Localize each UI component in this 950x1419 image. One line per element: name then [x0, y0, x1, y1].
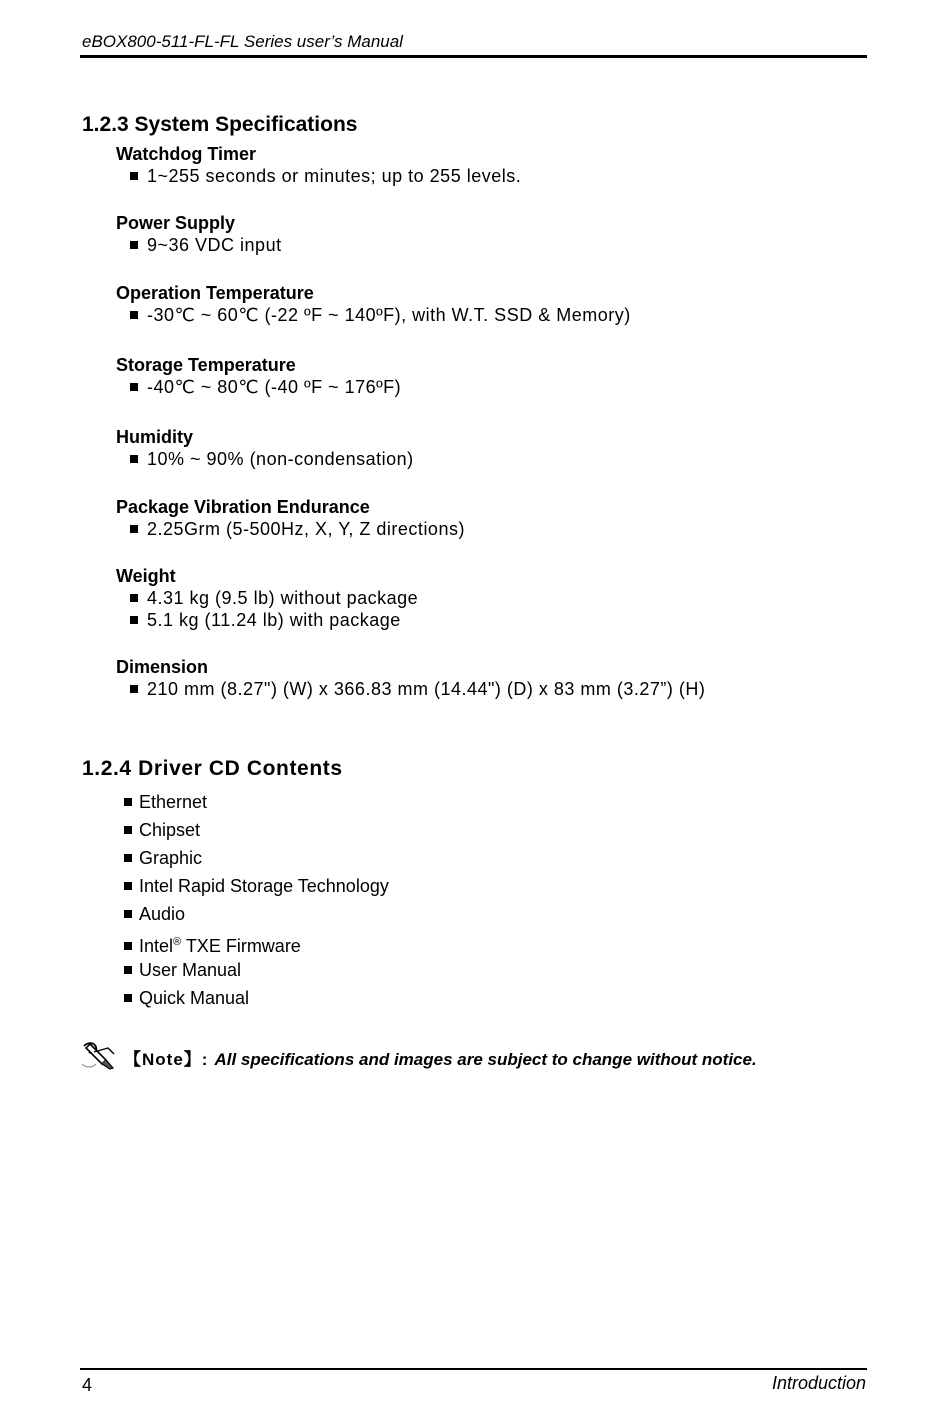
spec-item: -40℃ ~ 80℃ (-40 ºF ~ 176ºF) [116, 376, 836, 398]
list-item: Intel Rapid Storage Technology [124, 872, 389, 900]
bullet-icon [130, 311, 138, 319]
spec-heading: Operation Temperature [116, 283, 314, 303]
spec-group-power-supply [116, 212, 836, 256]
section-title-specs: 1.2.3 System Specifications [82, 113, 358, 136]
spec-item: 1~255 seconds or minutes; up to 255 levels. [116, 165, 836, 187]
header-title: eBOX800-511-FL-FL Series user’s Manual [82, 32, 403, 51]
spec-item: 210 mm (8.27") (W) x 366.83 mm (14.44") (D) x 83 mm (3.27”) (H) [116, 678, 836, 700]
spec-group-watchdog [116, 143, 836, 187]
bullet-icon [130, 685, 138, 693]
spec-item: 9~36 VDC input [116, 234, 836, 256]
bullet-icon [124, 854, 132, 862]
spec-group-storage-temperature [116, 354, 836, 398]
bullet-icon [130, 383, 138, 391]
note-block [80, 1038, 757, 1072]
list-item: Ethernet [124, 788, 389, 816]
list-item: Quick Manual [124, 984, 389, 1012]
bullet-icon [124, 942, 132, 950]
list-item-intel-txe: Intel® TXE Firmware [124, 928, 389, 956]
list-item: Chipset [124, 816, 389, 844]
spec-group-humidity [116, 426, 836, 470]
list-item: User Manual [124, 956, 389, 984]
spec-group-dimension [116, 656, 836, 700]
note-text: All specifications and images are subject to change without notice. [214, 1050, 757, 1069]
bullet-icon [124, 798, 132, 806]
spec-heading: Power Supply [116, 213, 236, 233]
list-item: Graphic [124, 844, 389, 872]
spec-group-weight [116, 565, 836, 631]
bullet-icon [124, 994, 132, 1002]
list-item: Audio [124, 900, 389, 928]
bullet-icon [130, 241, 138, 249]
bullet-icon [124, 966, 132, 974]
spec-item: -30℃ ~ 60℃ (-22 ºF ~ 140ºF), with W.T. SSD & Memory) [116, 304, 836, 326]
bullet-icon [124, 882, 132, 890]
bullet-icon [130, 172, 138, 180]
spec-item: 2.25Grm (5-500Hz, X, Y, Z directions) [116, 518, 836, 540]
spec-heading: Storage Temperature [116, 355, 296, 375]
spec-item: 4.31 kg (9.5 lb) without package [116, 587, 836, 609]
note-pen-icon [80, 1038, 120, 1072]
bullet-icon [130, 455, 138, 463]
bullet-icon [130, 594, 138, 602]
section-title-driver-cd: 1.2.4 Driver CD Contents [82, 757, 343, 780]
spec-item: 10% ~ 90% (non-condensation) [116, 448, 836, 470]
spec-group-vibration [116, 496, 836, 540]
header-divider [80, 55, 867, 58]
bullet-icon [124, 910, 132, 918]
spec-heading: Dimension [116, 657, 209, 677]
spec-heading: Watchdog Timer [116, 144, 257, 164]
spec-item: 5.1 kg (11.24 lb) with package [116, 609, 836, 631]
bullet-icon [130, 616, 138, 624]
driver-cd-list [124, 788, 389, 1012]
spec-heading: Package Vibration Endurance [116, 497, 370, 517]
spec-heading: Humidity [116, 427, 194, 447]
footer-section-name: Introduction [771, 1373, 866, 1393]
note-label: 【Note】: [124, 1050, 209, 1069]
bullet-icon [124, 826, 132, 834]
footer-divider [80, 1368, 867, 1370]
spec-heading: Weight [116, 566, 176, 586]
page-number: 4 [82, 1375, 93, 1395]
bullet-icon [130, 525, 138, 533]
spec-group-operation-temperature [116, 282, 836, 326]
